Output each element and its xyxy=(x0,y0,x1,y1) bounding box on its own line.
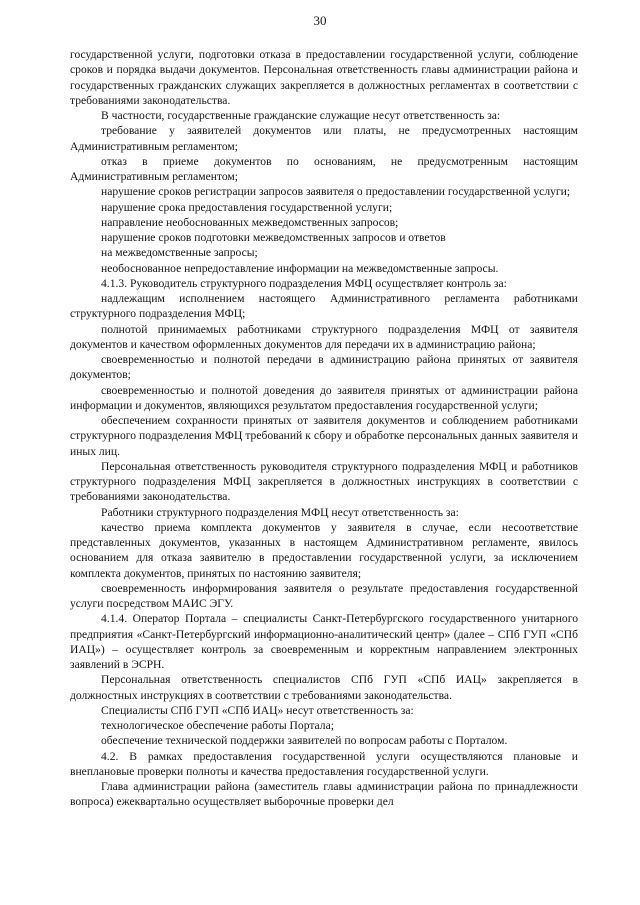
paragraph: обеспечением сохранности принятых от заявителя документов и соблюдением работниками структурного подразделения МФЦ требований к сбору и обработке персональных данных заявителя и иных лиц. xyxy=(70,414,578,458)
paragraph: 4.1.4. Оператор Портала – специалисты Санкт-Петербургского государственного унитарного предприятия «Санкт-Петербургский информационно-аналитический центр» (далее – СПб ГУП «СПб ИАЦ») – осуществляет контроль за своевременным и корректным направлением электронных заявлений в ЭСРН. xyxy=(70,612,578,671)
paragraph: нарушение срока предоставления государственной услуги; xyxy=(101,200,393,214)
paragraph: своевременностью и полнотой передачи в администрацию района принятых от заявителя документов; xyxy=(70,353,578,382)
paragraph: технологическое обеспечение работы Портала; xyxy=(101,719,334,732)
paragraph: государственной услуги, подготовки отказа в предоставлении государственной услуги, соблюдение сроков и порядка выдачи документов. Персональная ответственность главы администрации района и государственных гражданских служащих закрепляется в должностных регламентах в соответствии с требованиями законодательства. xyxy=(70,48,578,107)
paragraph: Персональная ответственность руководителя структурного подразделения МФЦ и работников структурного подразделения МФЦ закрепляется в должностных инструкциях в соответствии с требованиями законодательства. xyxy=(70,459,578,504)
paragraph: нарушение сроков регистрации запросов заявителя о предоставлении государственной услуги; xyxy=(101,185,571,199)
paragraph: отказ в приеме документов по основаниям, не предусмотренным настоящим Административным регламентом; xyxy=(70,154,578,183)
paragraph: Персональная ответственность специалистов СПб ГУП «СПб ИАЦ» закрепляется в должностных инструкциях в соответствии с требованиями законодательства. xyxy=(70,673,578,702)
paragraph: нарушение сроков подготовки межведомственных запросов и ответов xyxy=(101,231,446,244)
paragraph: В частности, государственные гражданские служащие несут ответственность за: xyxy=(101,109,501,122)
paragraph: направление необоснованных межведомственных запросов; xyxy=(101,215,399,229)
document-body xyxy=(70,47,578,810)
paragraph: требование у заявителей документов или платы, не предусмотренных настоящим Административным регламентом; xyxy=(70,124,578,153)
paragraph: полнотой принимаемых работниками структурного подразделения МФЦ от заявителя документов и качеством оформленных документов для передачи их в администрацию района; xyxy=(70,322,578,351)
paragraph: 4.1.3. Руководитель структурного подразделения МФЦ осуществляет контроль за: xyxy=(101,276,507,290)
paragraph: своевременностью и полнотой доведения до заявителя принятых от администрации района информации и документов, являющихся результатом предоставления государственной услуги; xyxy=(70,383,578,412)
paragraph: 4.2. В рамках предоставления государственной услуги осуществляются плановые и внеплановые проверки полноты и качества предоставления государственной услуги. xyxy=(70,749,578,778)
paragraph: на межведомственные запросы; xyxy=(101,246,258,260)
paragraph: качество приема комплекта документов у заявителя в случае, если несоответствие представленных документов, указанных в настоящем Административном регламенте, явилось основанием для отказа заявителю в предоставлении государственной услуги, за исключением комплекта документов, принятых по настоянию заявителя; xyxy=(70,520,578,580)
paragraph: своевременность информирования заявителя о результате предоставления государственной услуги посредством МАИС ЭГУ. xyxy=(70,581,578,610)
page-number: 30 xyxy=(313,13,327,28)
paragraph: Глава администрации района (заместитель главы администрации района по принадлежности вопроса) ежеквартально осуществляет выборочные проверки дел xyxy=(70,780,578,809)
paragraph: надлежащим исполнением настоящего Административного регламента работниками структурного подразделения МФЦ; xyxy=(70,292,578,321)
paragraph: необоснованное непредоставление информации на межведомственные запросы. xyxy=(101,261,499,275)
paragraph: Специалисты СПб ГУП «СПб ИАЦ» несут ответственность за: xyxy=(101,703,414,717)
paragraph: Работники структурного подразделения МФЦ несут ответственность за: xyxy=(101,505,459,519)
paragraph: обеспечение технической поддержки заявителей по вопросам работы с Порталом. xyxy=(101,734,508,748)
